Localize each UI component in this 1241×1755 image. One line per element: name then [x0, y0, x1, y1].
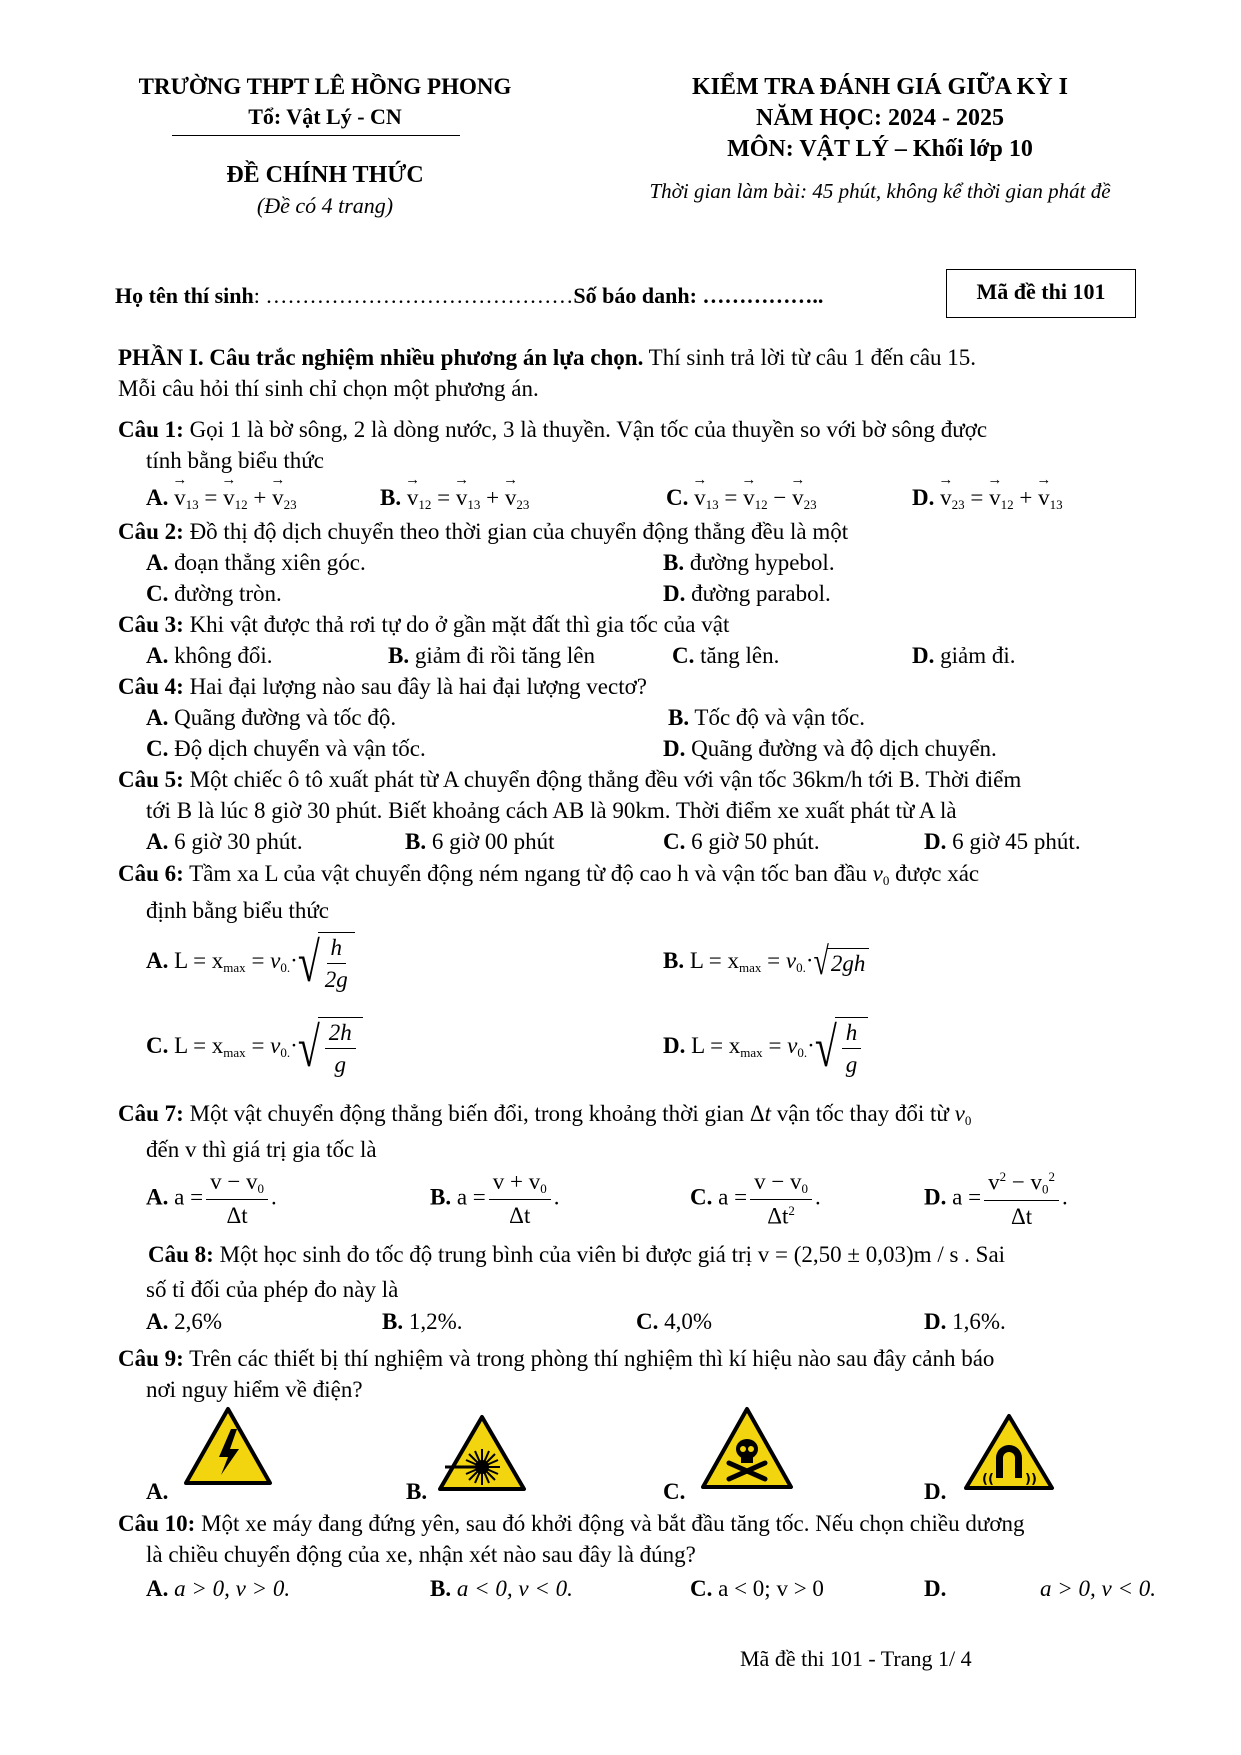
q7-option-d: D. a = $\frac{v^2 - v_0^2}{\Delta t}$ . — [924, 1169, 1068, 1229]
q9-option-a: A. — [146, 1479, 169, 1504]
opt-label: C. — [663, 829, 686, 854]
student-name-label: Họ tên thí sinh — [115, 283, 254, 308]
q4-option-a — [146, 702, 396, 733]
opt-label: C. — [146, 736, 169, 761]
formula-text: L = x — [685, 1032, 741, 1058]
opt-label: A. — [146, 947, 169, 973]
q7-text-2: đến v thì giá trị gia tốc là — [146, 1137, 377, 1162]
q5-label: Câu 5: — [118, 767, 184, 792]
q8-stem: Một học sinh đo tốc độ trung bình của viên bi được giá trị v = (2,50 ± 0,03)m / s . Sai — [213, 1242, 1006, 1267]
q2-option-b — [663, 547, 835, 578]
pages-note: (Đề có 4 trang) — [256, 193, 394, 218]
q1-text-2: tính bằng biểu thức — [146, 448, 324, 473]
formula-sub: max — [740, 1044, 763, 1060]
opt-label: A. — [146, 705, 169, 730]
formula-text: L = x — [168, 1032, 224, 1058]
q4-option-b — [668, 702, 865, 733]
part1-heading — [118, 342, 976, 373]
opt-label: B. — [430, 1184, 452, 1210]
department: Tổ: Vật Lý - CN — [248, 104, 402, 129]
opt-text: đoạn thẳng xiên góc. — [168, 550, 366, 575]
high-voltage-warning-icon — [183, 1405, 273, 1487]
q3-stem: Khi vật được thả rơi tự do ở gần mặt đất thì gia tốc của vật — [183, 612, 730, 637]
q3-option-c — [672, 640, 779, 671]
opt-text: giảm đi. — [934, 643, 1016, 668]
official-label: ĐỀ CHÍNH THỨC — [226, 162, 424, 188]
student-id-label: Số báo danh: …………….. — [573, 283, 824, 308]
q7-stem: Một vật chuyển động thẳng biến đổi, trong khoảng thời gian — [183, 1101, 745, 1126]
q2-option-a — [146, 547, 366, 578]
q6-option-a: A. $L = x_{max} = v_{0.}\cdot$ √ $\frac{h}{2g}$ — [146, 932, 355, 993]
q6-option-d: D. $L = x_{max} = v_{0.}\cdot$ √ $\frac{h}{g}$ — [663, 1017, 868, 1078]
subject: MÔN: VẬT LÝ – Khối lớp 10 — [727, 136, 1033, 162]
part1-instruction: Thí sinh trả lời từ câu 1 đến câu 15. — [643, 345, 977, 370]
formula-sub: max — [223, 1044, 246, 1060]
q7-option-a: A. a = $\frac{v - v_0}{\Delta t}$ . — [146, 1169, 277, 1228]
q7-option-b: B. a = $\frac{v + v_0}{\Delta t}$ . — [430, 1169, 560, 1228]
formula-eq: = — [761, 948, 786, 973]
formula-sub: max — [223, 959, 246, 975]
q6-text: Câu 6: Tầm xa L của vật chuyển động ném ngang từ độ cao h và vận tốc ban đầu $v_0$ được xác — [118, 861, 980, 888]
opt-label: B. — [382, 1309, 404, 1334]
q9-option-b: B. — [406, 1479, 428, 1504]
header-divider — [172, 135, 460, 136]
q3-label: Câu 3: — [118, 612, 184, 637]
opt-text: 6 giờ 30 phút. — [168, 829, 303, 854]
q1-option-b: B. → $v_{12}$ = → $v_{13}$ + → $v_{23}$ — [380, 482, 529, 520]
opt-label: B. — [405, 829, 427, 854]
opt-text: tăng lên. — [694, 643, 780, 668]
opt-label: B. — [663, 550, 685, 575]
q9-stem: Trên các thiết bị thí nghiệm và trong phòng thí nghiệm thì kí hiệu nào sau đây cảnh báo — [183, 1346, 995, 1371]
q6-text-2: định bằng biểu thức — [146, 898, 330, 923]
opt-label: D. — [912, 485, 935, 510]
opt-label: B. — [388, 643, 410, 668]
opt-text: đường parabol. — [685, 581, 831, 606]
opt-label: C. — [636, 1309, 659, 1334]
laser-warning-icon — [437, 1413, 527, 1493]
q9-option-d: D. — [924, 1479, 947, 1504]
q9-label: Câu 9: — [118, 1346, 184, 1371]
q8-label: Câu 8: — [148, 1242, 214, 1267]
student-info — [115, 283, 823, 309]
opt-text: 1,2%. — [403, 1309, 463, 1334]
q10-text-2: là chiều chuyển động của xe, nhận xét nào sau đây là đúng? — [146, 1542, 696, 1567]
opt-label: C. — [666, 485, 689, 510]
opt-label: A. — [146, 485, 169, 510]
q10-text — [118, 1508, 1024, 1539]
q4-stem: Hai đại lượng nào sau đây là hai đại lượng vectơ? — [183, 674, 647, 699]
opt-label: A. — [146, 1184, 169, 1210]
student-name-field: : …………………………………… — [253, 283, 574, 308]
q4-option-c — [146, 733, 426, 764]
formula-eq: = — [245, 1032, 271, 1058]
opt-label: A. — [146, 1309, 169, 1334]
magnetic-field-warning-icon — [962, 1412, 1056, 1492]
q5-option-b — [405, 826, 555, 857]
q4-label: Câu 4: — [118, 674, 184, 699]
q5-text — [118, 764, 1021, 795]
q2-text — [118, 516, 848, 547]
opt-label: C. — [690, 1576, 713, 1601]
opt-label: A. — [146, 643, 169, 668]
opt-text: 6 giờ 00 phút — [426, 829, 555, 854]
opt-label: A. — [146, 829, 169, 854]
opt-label: D. — [924, 1309, 947, 1334]
svg-text:((: (( — [982, 1472, 994, 1487]
opt-text: 6 giờ 45 phút. — [946, 829, 1081, 854]
opt-text: a < 0; v > 0 — [712, 1576, 824, 1601]
opt-label: B. — [380, 485, 402, 510]
opt-label: D. — [663, 581, 686, 606]
formula-eq: = — [762, 1032, 788, 1058]
formula-text: L = x — [684, 948, 740, 973]
q9-option-c: C. — [663, 1479, 686, 1504]
opt-text: a < 0, v < 0. — [451, 1576, 573, 1601]
q2-stem: Đồ thị độ dịch chuyển theo thời gian của chuyển động thẳng đều là một — [183, 519, 849, 544]
opt-label: B. — [430, 1576, 452, 1601]
opt-text: 6 giờ 50 phút. — [685, 829, 820, 854]
toxic-skull-warning-icon — [699, 1405, 795, 1491]
opt-text: giảm đi rồi tăng lên — [409, 643, 595, 668]
q6-label: Câu 6: — [118, 861, 184, 886]
formula-eq: = — [245, 947, 271, 973]
q10-option-d-label: D. — [924, 1576, 947, 1601]
q7-stem-end: vận tốc thay đổi từ — [771, 1101, 949, 1126]
q9-text — [118, 1343, 994, 1374]
q3-text — [118, 609, 729, 640]
q2-label: Câu 2: — [118, 519, 184, 544]
q10-option-a — [146, 1573, 290, 1604]
q6-stem-end: được xác — [889, 861, 980, 886]
q3-option-b — [388, 640, 595, 671]
q3-option-d — [912, 640, 1016, 671]
q8-text — [148, 1239, 1005, 1270]
q7-text: Câu 7: Một vật chuyển động thẳng biến đổi, trong khoảng thời gian Δt vận tốc thay đổi từ $v_0$ — [118, 1101, 972, 1128]
opt-text: 2,6% — [168, 1309, 223, 1334]
q8-option-a — [146, 1306, 222, 1337]
opt-text: a > 0, v > 0. — [168, 1576, 291, 1601]
q7-option-c: C. a = $\frac{v - v_0}{\Delta t^2}$ . — [690, 1169, 821, 1229]
q10-stem: Một xe máy đang đứng yên, sau đó khởi động và bắt đầu tăng tốc. Nếu chọn chiều dương — [195, 1511, 1025, 1536]
q4-option-d — [663, 733, 997, 764]
svg-text:)): )) — [1025, 1472, 1037, 1487]
school-year: NĂM HỌC: 2024 - 2025 — [756, 105, 1004, 131]
q2-option-d — [663, 578, 831, 609]
q2-option-c — [146, 578, 282, 609]
opt-label: B. — [663, 948, 685, 973]
opt-label: C. — [672, 643, 695, 668]
q5-option-d — [924, 826, 1081, 857]
q7-label: Câu 7: — [118, 1101, 184, 1126]
formula-text: L = x — [168, 947, 224, 973]
part1-instruction-2: Mỗi câu hỏi thí sinh chỉ chọn một phương án. — [118, 376, 539, 401]
time-note: Thời gian làm bài: 45 phút, không kể thời gian phát đề — [649, 179, 1111, 203]
q4-text — [118, 671, 647, 702]
opt-label: D. — [924, 829, 947, 854]
q3-option-a — [146, 640, 273, 671]
q1-option-d: D. → $v_{23}$ = → $v_{12}$ + → $v_{13}$ — [912, 482, 1063, 520]
q1-text — [118, 414, 987, 445]
q5-stem: Một chiếc ô tô xuất phát từ A chuyển động thẳng đều với vận tốc 36km/h tới B. Thời điểm — [183, 767, 1022, 792]
part1-title: PHẦN I. Câu trắc nghiệm nhiều phương án lựa chọn. — [118, 345, 644, 370]
q10-option-c — [690, 1573, 824, 1604]
opt-text: đường hypebol. — [684, 550, 835, 575]
opt-text: Quãng đường và độ dịch chuyển. — [685, 736, 997, 761]
opt-label: C. — [146, 581, 169, 606]
school-name: TRƯỜNG THPT LÊ HỒNG PHONG — [138, 74, 512, 99]
opt-text: 4,0% — [658, 1309, 713, 1334]
opt-text: Quãng đường và tốc độ. — [168, 705, 397, 730]
opt-label: D. — [663, 1032, 686, 1058]
opt-text: đường tròn. — [168, 581, 282, 606]
q5-option-a — [146, 826, 303, 857]
q6-stem: Tầm xa L của vật chuyển động ném ngang từ độ cao h và vận tốc ban đầu — [183, 861, 867, 886]
page-footer: Mã đề thi 101 - Trang 1/ 4 — [740, 1646, 972, 1671]
q5-text-2: tới B là lúc 8 giờ 30 phút. Biết khoảng cách AB là 90km. Thời điểm xe xuất phát từ A là — [146, 798, 957, 823]
q8-option-d — [924, 1306, 1006, 1337]
q8-text-2: số tỉ đối của phép đo này là — [146, 1277, 399, 1302]
q6-option-b: B. $L = x_{max} = v_{0.}\cdot$ √ 2gh — [663, 948, 869, 977]
opt-label: C. — [690, 1184, 713, 1210]
opt-label: A. — [146, 550, 169, 575]
opt-label: B. — [668, 705, 690, 730]
opt-label: D. — [663, 736, 686, 761]
q10-option-b — [430, 1573, 573, 1604]
opt-text: Độ dịch chuyển và vận tốc. — [168, 736, 426, 761]
q10-option-d: a > 0, v < 0. — [1040, 1576, 1156, 1601]
q1-option-a: A. → $v_{13}$ = → $v_{12}$ + → $v_{23}$ — [146, 482, 297, 520]
q8-option-c — [636, 1306, 712, 1337]
q1-stem: Gọi 1 là bờ sông, 2 là dòng nước, 3 là thuyền. Vận tốc của thuyền so với bờ sông được — [183, 417, 988, 442]
q6-option-c: C. $L = x_{max} = v_{0.}\cdot$ √ $\frac{2h}{g}$ — [146, 1017, 363, 1078]
exam-title: KIỂM TRA ĐÁNH GIÁ GIỮA KỲ I — [691, 74, 1069, 100]
opt-label: A. — [146, 1576, 169, 1601]
opt-label: D. — [924, 1184, 947, 1210]
q10-label: Câu 10: — [118, 1511, 196, 1536]
formula-sub: max — [739, 960, 762, 975]
exam-code: Mã đề thi 101 — [976, 279, 1106, 304]
q1-option-c: C. → $v_{13}$ = → $v_{12}$ − → $v_{23}$ — [666, 482, 817, 520]
opt-text: 1,6%. — [946, 1309, 1006, 1334]
q9-text-2: nơi nguy hiểm về điện? — [146, 1377, 363, 1402]
opt-label: D. — [912, 643, 935, 668]
opt-text: không đổi. — [168, 643, 273, 668]
opt-label: C. — [146, 1032, 169, 1058]
q8-option-b — [382, 1306, 463, 1337]
q5-option-c — [663, 826, 820, 857]
q1-label: Câu 1: — [118, 417, 184, 442]
opt-text: Tốc độ và vận tốc. — [689, 705, 865, 730]
